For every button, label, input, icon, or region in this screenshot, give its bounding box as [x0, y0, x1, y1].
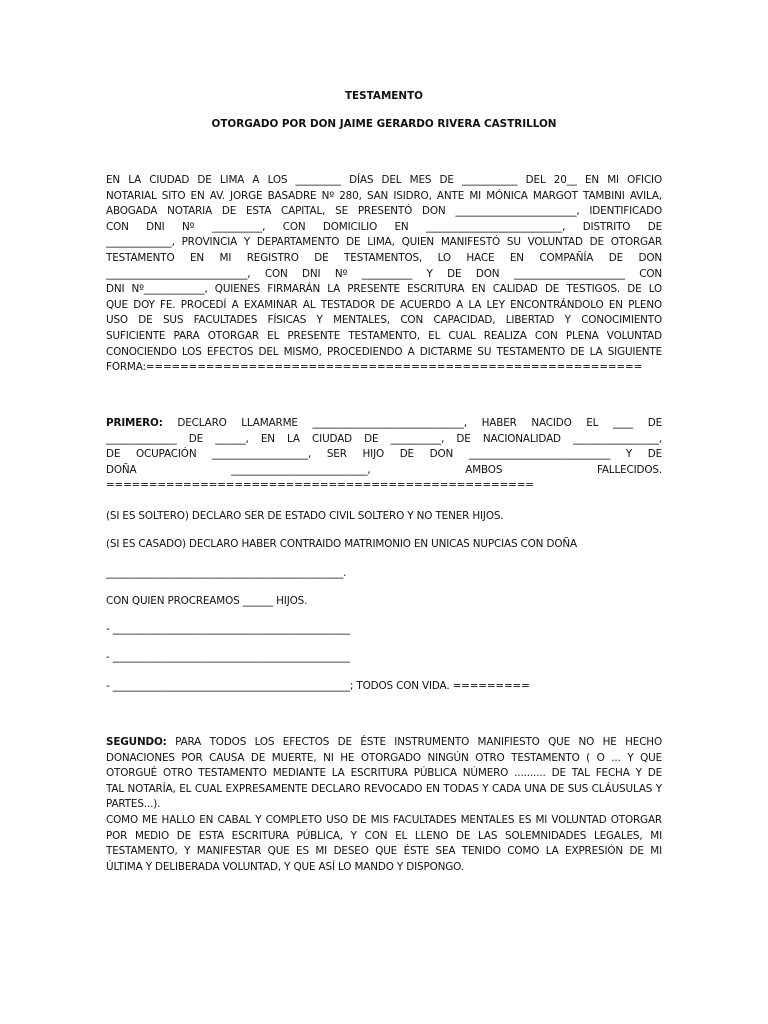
primero-line-3: DE OCUPACIÓN ___________________, SER HIJO DE DON ____________________________ Y DE: [106, 448, 662, 461]
primero-clause: [106, 416, 662, 494]
segundo-line: OTORGUÉ OTRO TESTAMENTO MEDIANTE LA ESCRITURA PÚBLICA NÚMERO .......... DE TAL FECHA Y DE: [106, 767, 662, 780]
intro-line-last: FORMA:==========================================================: [106, 361, 643, 374]
casado-statement: (SI ES CASADO) DECLARO HABER CONTRAIDO MATRIMONIO EN UNICAS NUPCIAS CON DOÑA: [106, 538, 577, 550]
segundo-cont-line: POR MEDIO DE ESTA ESCRITURA PÚBLICA, Y CON EL LLENO DE LAS SOLEMNIDADES LEGALES, MI: [106, 829, 662, 842]
intro-line: ____________________________, CON DNI Nº __________ Y DE DON ______________________ CON: [106, 267, 662, 280]
intro-line: DNI Nº____________, QUIENES FIRMARÁN LA PRESENTE ESCRITURA EN CALIDAD DE TESTIGOS. DE LO: [106, 283, 662, 296]
intro-paragraph: [106, 173, 662, 376]
intro-line: NOTARIAL SITO EN AV. JORGE BASADRE Nº 280, SAN ISIDRO, ANTE MI MÓNICA MARGOT TAMBINI AVILA,: [106, 189, 662, 202]
segundo-text-1: PARA TODOS LOS EFECTOS DE ÉSTE INSTRUMENTO MANIFIESTO QUE NO HE HECHO: [175, 736, 662, 748]
intro-line: CON DNI Nº __________, CON DOMICILIO EN ___________________________, DISTRITO DE: [106, 220, 662, 233]
primero-line-2: ______________ DE ______, EN LA CIUDAD DE __________, DE NACIONALIDAD _________________,: [106, 432, 662, 445]
intro-line: QUE DOY FE. PROCEDÍ A EXAMINAR AL TESTADOR DE ACUERDO A LA LEY ENCONTRÁNDOLO EN PLENO: [106, 298, 662, 311]
intro-line: ABOGADA NOTARIA DE ESTA CAPITAL, SE PRESENTÓ DON ________________________, IDENTIFICADO: [106, 205, 662, 218]
document-subtitle: OTORGADO POR DON JAIME GERARDO RIVERA CASTRILLON: [211, 118, 557, 130]
intro-line: USO DE SUS FACULTADES FÍSICAS Y MENTALES, CON CAPACIDAD, LIBERTAD Y CONOCIMIENTO: [106, 314, 662, 327]
segundo-line-last: PARTES...).: [106, 798, 161, 811]
segundo-label: SEGUNDO:: [106, 736, 167, 748]
primero-line-1: [106, 416, 662, 432]
esposa-blank-line: _______________________________________________.: [106, 567, 347, 579]
segundo-cont-last: ÚLTIMA Y DELIBERADA VOLUNTAD, Y QUE ASÍ LO MANDO Y DISPONGO.: [106, 860, 464, 873]
hijo-line-1: - _______________________________________________: [106, 623, 350, 635]
intro-line: SUFICIENTE PARA OTORGAR EL PRESENTE TESTAMENTO, EL CUAL REALIZA CON PLENA VOLUNTAD: [106, 329, 662, 342]
primero-label: PRIMERO:: [106, 417, 163, 429]
segundo-cont-line: TESTAMENTO, Y MANIFESTAR QUE ES MI DESEO QUE ÉSTE SEA TENIDO COMO LA EXPRESIÓN DE MI: [106, 845, 662, 858]
segundo-line-1: [106, 735, 662, 751]
procreamos-statement: CON QUIEN PROCREAMOS ______ HIJOS.: [106, 595, 308, 607]
hijo-line-2: - _______________________________________________: [106, 651, 350, 663]
segundo-cont-line: COMO ME HALLO EN CABAL Y COMPLETO USO DE MIS FACULTADES MENTALES ES MI VOLUNTAD OTORGAR: [106, 813, 662, 826]
primero-text-1: DECLARO LLAMARME ______________________________, HABER NACIDO EL ____ DE: [177, 417, 662, 429]
document-title: TESTAMENTO: [344, 90, 424, 102]
primero-line-4: DOÑA ___________________________, AMBOS FALLECIDOS.: [106, 463, 662, 476]
intro-line: EN LA CIUDAD DE LIMA A LOS _________ DÍAS DEL MES DE ___________ DEL 20__ EN MI OFICIO: [106, 174, 662, 186]
soltero-statement: (SI ES SOLTERO) DECLARO SER DE ESTADO CIVIL SOLTERO Y NO TENER HIJOS.: [106, 510, 504, 522]
intro-line: CONOCIENDO LOS EFECTOS DEL MISMO, PROCEDIENDO A DICTARME SU TESTAMENTO DE LA SIGUIENTE: [106, 345, 662, 358]
hijo-line-3: - _______________________________________________; TODOS CON VIDA. =========: [106, 680, 530, 692]
segundo-clause: [106, 735, 662, 875]
primero-separator: ==================================================: [106, 479, 534, 492]
segundo-line: TAL NOTARÍA, EL CUAL EXPRESAMENTE DECLARO REVOCADO EN TODAS Y CADA UNA DE SUS CLÁUSULAS Y: [106, 782, 662, 795]
segundo-line: DONACIONES POR CAUSA DE MUERTE, NI HE OTORGADO NINGÚN OTRO TESTAMENTO ( O ... Y QUE: [106, 751, 662, 764]
intro-line: _____________, PROVINCIA Y DEPARTAMENTO DE LIMA, QUIEN MANIFESTÓ SU VOLUNTAD DE OTORGAR: [106, 236, 662, 249]
intro-line: TESTAMENTO EN MI REGISTRO DE TESTAMENTOS, LO HACE EN COMPAÑÍA DE DON: [106, 251, 662, 264]
